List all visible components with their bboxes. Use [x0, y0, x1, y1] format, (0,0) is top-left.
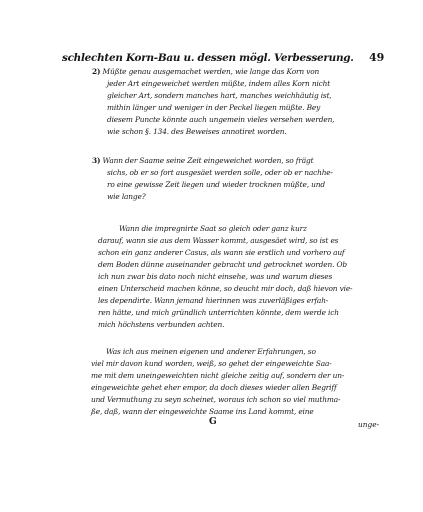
text-line: Wann die impregnirte Saat so gleich oder ganz kurz — [119, 224, 307, 233]
text-line: gleicher Art, sondern manches hart, manches weichhäutig ist, — [107, 91, 332, 100]
text-line: wie schon §. 134. des Beweises annotiret worden. — [107, 127, 287, 136]
text-line: les dependirte. Wann jemand hierinnen was zuverläßiges erfah- — [98, 296, 329, 305]
text-line: ich nun zwar bis dato noch nicht einsehe, was und warum dieses — [98, 272, 333, 281]
item-marker: 3) — [92, 156, 101, 165]
text-line: ße, daß, wann der eingeweichte Saame ins Land kommt, eine — [91, 407, 314, 416]
text-line: viel mir davon kund worden, weiß, so gehet der eingeweichte Saa- — [91, 359, 332, 368]
text-line: sichs, ob er so fort ausgesäet werden solle, oder ob er nachhe- — [107, 168, 333, 177]
text-line: Was ich aus meinen eigenen und anderer Erfahrungen, so — [106, 347, 316, 356]
text-line: mithin länger und weniger in der Peckel liegen müßte. Bey — [107, 103, 321, 112]
text-line: schon ein ganz anderer Casus, als wann sie erstlich und vorhero auf — [98, 248, 345, 257]
signature-mark: G — [209, 417, 217, 427]
text-line: darauf, wann sie aus dem Wasser kommt, ausgesäet wird, so ist es — [98, 236, 339, 245]
text-line: 2) Müßte genau ausgemachet werden, wie lange das Korn von — [92, 67, 320, 76]
text-line: ro eine gewisse Zeit liegen und wieder trocknen müßte, und — [107, 180, 325, 189]
text-line: wie lange? — [107, 192, 146, 201]
text-line: ren hätte, und mich gründlich unterrichten könnte, dem werde ich — [98, 308, 339, 317]
catchword: unge- — [358, 420, 380, 429]
item-marker: 2) — [92, 67, 101, 76]
text-line: jeder Art eingeweichet werden müßte, indem alles Korn nicht — [107, 79, 331, 88]
text-line: eingeweichte gehet eher empor, da doch dieses wieder allen Begriff — [91, 383, 337, 392]
text-line: dem Boden dünne auseinander gebracht und getrocknet worden. Ob — [98, 260, 347, 269]
text-line: einen Unterscheid machen könne, so deucht mir doch, daß hievon vie- — [98, 284, 353, 293]
text-line: diesem Puncte könnte auch ungemein vieles versehen werden, — [107, 115, 335, 124]
text-line: und Vermuthung zu seyn scheinet, woraus ich schon so viel muthma- — [91, 395, 341, 404]
running-title: schlechten Korn-Bau u. dessen mögl. Verbesserung. — [62, 52, 354, 64]
page-number: 49 — [369, 51, 385, 64]
text-line: 3) Wann der Saame seine Zeit eingeweichet worden, so frägt — [92, 156, 314, 165]
text-line: me mit dem uneingeweichten nicht gleiche zeitig auf, sondern der un- — [91, 371, 345, 380]
text-line: mich höchstens verbunden achten. — [98, 320, 225, 329]
